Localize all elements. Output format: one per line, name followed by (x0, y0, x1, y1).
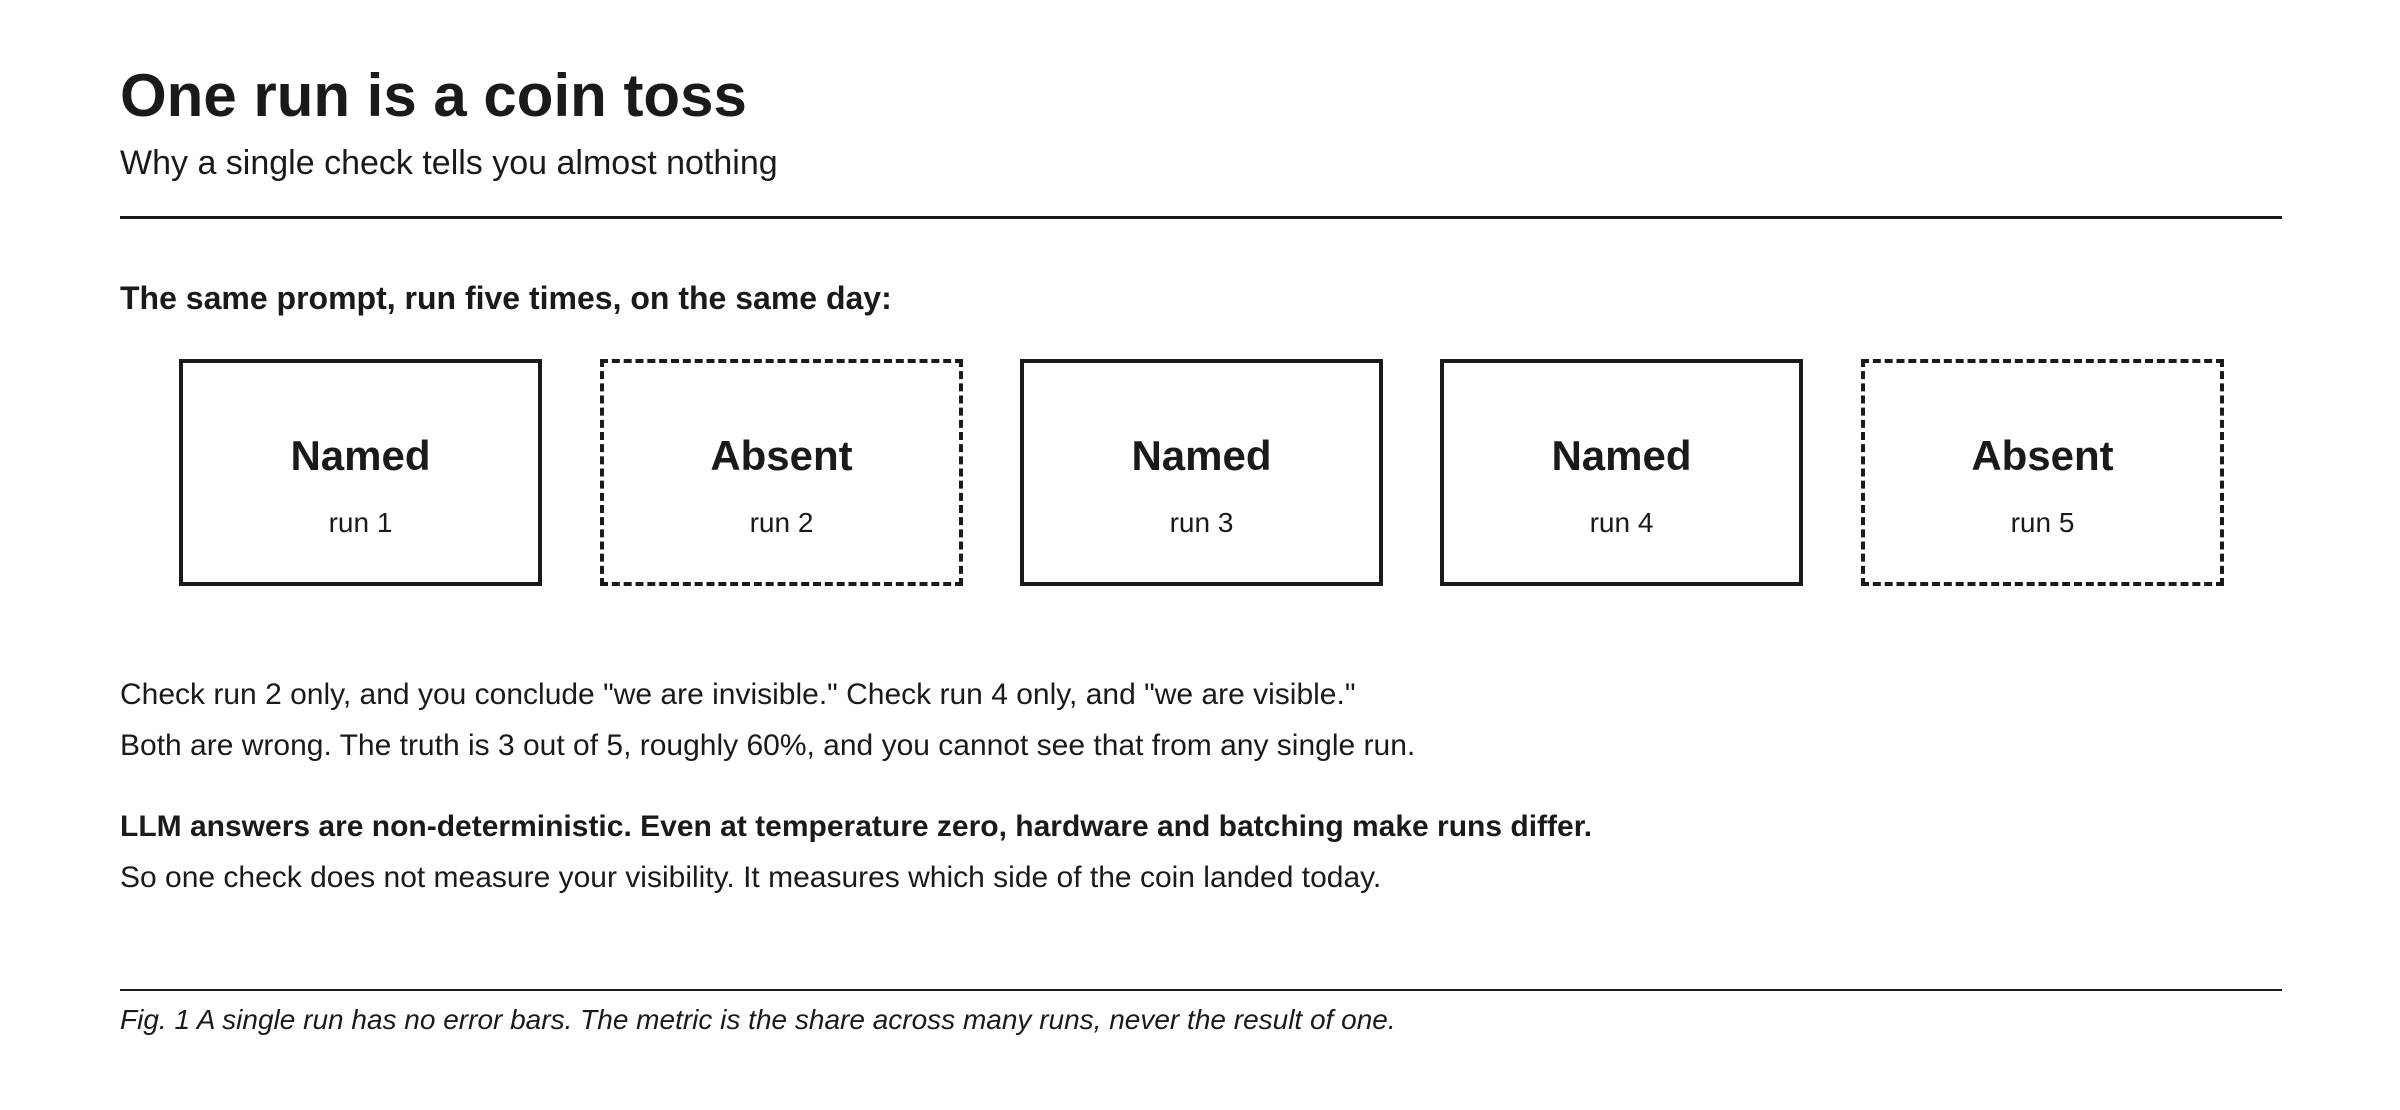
intro-text: The same prompt, run five times, on the same day: (120, 280, 892, 316)
run-status: Named (1131, 432, 1272, 479)
run-label: run 1 (328, 507, 393, 538)
figure-caption: Fig. 1 A single run has no error bars. The metric is the share across many runs, never the result of one. (120, 1004, 1396, 1035)
run-label: run 3 (1169, 507, 1234, 538)
run-label: run 4 (1589, 507, 1654, 538)
body-line-1: Check run 2 only, and you conclude "we are invisible." Check run 4 only, and "we are visible." (120, 678, 1356, 711)
run-card-2 (600, 359, 963, 586)
run-label: run 2 (749, 507, 814, 538)
caption-divider (120, 989, 2282, 991)
run-card-5 (1861, 359, 2224, 586)
run-status: Absent (710, 432, 853, 479)
run-label: run 5 (2010, 507, 2075, 538)
run-status: Absent (1971, 432, 2114, 479)
body-line-2: Both are wrong. The truth is 3 out of 5, roughly 60%, and you cannot see that from any single run. (120, 729, 1416, 762)
run-card-1 (179, 359, 542, 586)
run-status: Named (290, 432, 431, 479)
run-card-4 (1440, 359, 1803, 586)
header-divider (120, 216, 2282, 219)
run-status: Named (1551, 432, 1692, 479)
body-line-3: So one check does not measure your visibility. It measures which side of the coin landed today. (120, 861, 1382, 894)
page-subtitle: Why a single check tells you almost nothing (120, 144, 778, 182)
page-title: One run is a coin toss (120, 62, 747, 129)
body-emphasis: LLM answers are non-deterministic. Even at temperature zero, hardware and batching make runs differ. (120, 810, 1593, 843)
run-card-3 (1020, 359, 1383, 586)
